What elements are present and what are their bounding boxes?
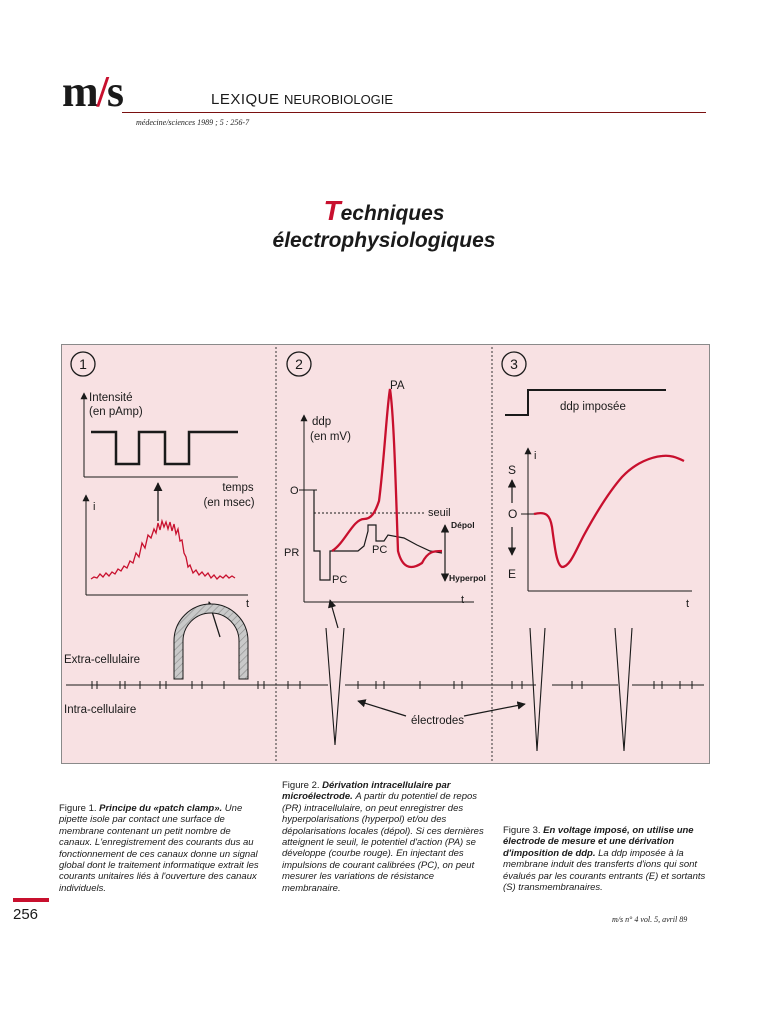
- microelectrode-left: [326, 628, 344, 745]
- figure-2-caption: [282, 780, 486, 894]
- rubric-neurobiologie: NEUROBIOLOGIE: [284, 92, 394, 107]
- hyperpol-label: Hyperpol: [449, 573, 486, 583]
- page-number-bar: [13, 898, 49, 902]
- patch-current-trace: [91, 521, 235, 579]
- figure-2-number: Figure 2.: [282, 780, 320, 791]
- electrodes-arrow-left: [358, 701, 406, 716]
- article-title-line-2: électrophysiologiques: [272, 229, 496, 252]
- pc-label-1: PC: [332, 574, 348, 586]
- imposition-electrode: [615, 628, 632, 751]
- logo-s: s: [106, 67, 123, 116]
- s-label: S: [508, 463, 517, 477]
- article-title-line-1: [0, 195, 768, 227]
- figure-illustration: [62, 345, 709, 763]
- header-rule: [122, 112, 706, 113]
- panel-2: [284, 352, 525, 745]
- figure-2-body: A partir du potentiel de repos (PR) intracellulaire, on peut enregistrer des hyperpolarisations (hyperpol) et/ou des dépolarisations locales (dépol). Si ces dernières atteignent le seuil, le potentiel d'action (PA) se développe (courbe rouge). En injectant des impulsions de courant calibrées (PC), on peut mesurer les variations de résistance membranaire.: [282, 791, 484, 894]
- rubric-lexique: LEXIQUE: [211, 91, 280, 108]
- panel-3: [502, 352, 692, 751]
- title-drop-letter: T: [323, 195, 341, 226]
- figure-1-caption: [59, 803, 266, 894]
- intensity-label-1: Intensité: [89, 392, 133, 404]
- electrodes-arrow-right: [464, 704, 525, 716]
- panel-1-time-axis-label: t: [246, 598, 250, 610]
- panel-2-time-axis-label: t: [461, 594, 465, 606]
- seuil-label: seuil: [428, 507, 451, 519]
- electrodes-label: électrodes: [411, 715, 465, 727]
- figure-3-heading: En voltage imposé, on utilise une électrode de mesure et une dérivation d'imposition de ddp.: [503, 825, 694, 859]
- figure-1-heading: Principe du «patch clamp».: [99, 803, 223, 814]
- figure-3-body: La ddp imposée à la membrane induit des transferts d'ions qui sont évalués par les courants entrants (E) et sortants (S) transmembranaires.: [503, 847, 706, 894]
- microelectrode-arrow: [330, 600, 338, 628]
- figure-1-number: Figure 1.: [59, 803, 97, 814]
- ddp-label-2: (en mV): [310, 431, 351, 443]
- patch-command-trace: [91, 432, 238, 464]
- logo-slash: /: [96, 67, 107, 116]
- pr-label: PR: [284, 547, 300, 559]
- membrane: [66, 681, 704, 689]
- panel-3-time-axis-label: t: [686, 598, 690, 610]
- intensity-label-2: (en pAmp): [89, 406, 143, 418]
- panel-1: [64, 352, 255, 716]
- logo-m: m: [62, 67, 97, 116]
- figure-1-body: Une pipette isole par contact une surface de membrane contenant un petit nombre de canaux. L'enregistrement des courants dus au fonctionnement de ces canaux donne un signal global dont le traitement informatique extrait les courants unitaires liés à l'ouverture des canaux individuels.: [59, 803, 259, 894]
- panel-1-number: 1: [79, 356, 87, 372]
- journal-logo: [62, 67, 123, 116]
- figure-3-caption: [503, 825, 706, 893]
- intra-cellular-label: Intra-cellulaire: [64, 704, 137, 716]
- action-potential-trace: [332, 389, 442, 567]
- depol-label: Dépol: [451, 520, 475, 530]
- time-label-1: temps: [222, 482, 254, 494]
- panel-2-number: 2: [295, 356, 303, 372]
- current-axis-label: i: [93, 501, 96, 513]
- time-label-2: (en msec): [203, 497, 255, 509]
- pc-label-2: PC: [372, 544, 388, 556]
- citation: médecine/sciences 1989 ; 5 : 256-7: [136, 118, 250, 127]
- e-label: E: [508, 567, 517, 581]
- panel-3-number: 3: [510, 356, 518, 372]
- ddp-label-1: ddp: [312, 416, 332, 428]
- voltage-clamp-current-trace: [534, 456, 684, 567]
- issue-reference: m/s n° 4 vol. 5, avril 89: [612, 915, 688, 924]
- patch-pipette: [174, 604, 248, 679]
- figure-panel: [61, 344, 710, 764]
- title-line-1-rest: echniques: [340, 202, 445, 225]
- measurement-electrode: [530, 628, 545, 751]
- extra-cellular-label: Extra-cellulaire: [64, 654, 141, 666]
- zero-label: O: [290, 485, 299, 497]
- panel-3-zero-label: O: [508, 507, 518, 521]
- page-number: 256: [13, 906, 39, 923]
- ddp-imposee-label: ddp imposée: [560, 401, 626, 413]
- panel-3-current-axis-label: i: [534, 450, 537, 462]
- pa-label: PA: [390, 380, 405, 392]
- figure-3-number: Figure 3.: [503, 825, 541, 836]
- figure-2-heading: Dérivation intracellulaire par microélectrode.: [282, 780, 451, 803]
